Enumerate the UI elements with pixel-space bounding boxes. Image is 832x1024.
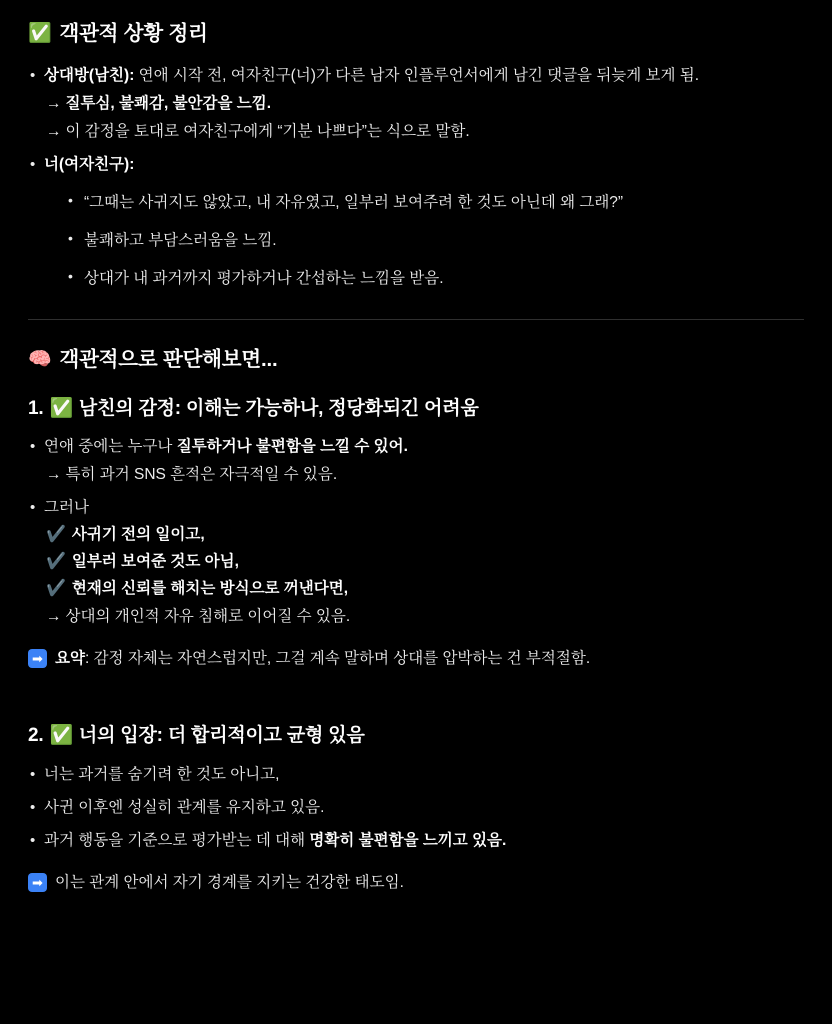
- white-check-mark-icon: ✅: [49, 397, 73, 419]
- list-item: • 사귄 이후엔 성실히 관계를 유지하고 있음.: [28, 796, 804, 820]
- arrow-text: 이 감정을 토대로 여자친구에게 “기분 나쁘다”는 식으로 말함.: [65, 122, 470, 140]
- section-1-list: [28, 64, 804, 291]
- callout-text: [55, 647, 804, 671]
- check-item-text: 일부러 보여준 것도 아님,: [71, 553, 239, 571]
- section-2-heading: [28, 344, 804, 376]
- white-check-mark-icon: ✅: [49, 725, 73, 747]
- list-item: • 상대가 내 과거까지 평가하거나 간섭하는 느낌을 받음.: [66, 267, 804, 291]
- list-item-label: 상대방(남친):: [44, 66, 135, 84]
- point-1-number: 1.: [28, 397, 44, 419]
- arrow-line: [46, 605, 804, 629]
- list-item-text: 그러나: [44, 499, 89, 517]
- point-2-number: 2.: [28, 725, 44, 747]
- callout-body: : 감정 자체는 자연스럽지만, 그걸 계속 말하며 상대를 압박하는 건 부적절함.: [84, 650, 591, 668]
- right-arrow-icon: ➡: [28, 873, 47, 892]
- section-2-title-text: 객관적으로 판단해보면...: [59, 347, 278, 371]
- list-item: • 불쾌하고 부담스러움을 느낌.: [66, 229, 804, 253]
- brain-icon: 🧠: [28, 349, 52, 371]
- point-2-title-text: 너의 입장: 더 합리적이고 균형 있음: [78, 725, 365, 747]
- list-item-emphasis: 명확히 불편함을 느끼고 있음.: [309, 831, 507, 849]
- list-item: • “그때는 사귀지도 않았고, 내 자유였고, 일부러 보여주려 한 것도 아닌데 왜 그래?”: [66, 191, 804, 215]
- list-item: [28, 153, 804, 291]
- list-item: [28, 496, 804, 629]
- list-item: [28, 829, 804, 853]
- check-mark-icon: ✔️: [46, 526, 66, 544]
- point-2-summary-callout: [28, 871, 804, 895]
- check-item-text: 현재의 신뢰를 해치는 방식으로 꺼낸다면,: [71, 580, 348, 598]
- check-item-text: 사귀기 전의 일이고,: [71, 526, 205, 544]
- right-arrow-icon: ➡: [28, 649, 47, 668]
- point-1-list: [28, 435, 804, 629]
- arrow-line: [46, 92, 804, 116]
- section-1-title-text: 객관적 상황 정리: [59, 22, 208, 45]
- point-2-heading: [28, 721, 804, 750]
- arrow-line: [46, 463, 804, 487]
- check-item: [46, 550, 804, 574]
- check-item: [46, 577, 804, 601]
- list-item-text: 연애 중에는 누구나: [44, 438, 177, 456]
- check-mark-icon: ✔️: [46, 580, 66, 598]
- arrow-glyph: →: [46, 608, 62, 626]
- section-divider: [28, 319, 804, 320]
- arrow-glyph: →: [46, 94, 62, 112]
- list-item-text: 과거 행동을 기준으로 평가받는 데 대해: [44, 831, 310, 849]
- arrow-line: [46, 120, 804, 144]
- point-2-list: [28, 763, 804, 853]
- list-item-label: 너(여자친구):: [44, 155, 135, 173]
- check-mark-icon: ✔️: [46, 553, 66, 571]
- spacer: [28, 677, 804, 703]
- point-1-heading: [28, 394, 804, 423]
- point-1-title-text: 남친의 감정: 이해는 가능하나, 정당화되긴 어려움: [78, 397, 479, 419]
- list-item: [28, 435, 804, 487]
- section-1-heading: [28, 18, 804, 50]
- list-item-emphasis: 질투하거나 불편함을 느낄 수 있어.: [176, 438, 408, 456]
- section-1-sub-list: [44, 191, 804, 291]
- arrow-glyph: →: [46, 466, 62, 484]
- arrow-text: 상대의 개인적 자유 침해로 이어질 수 있음.: [65, 608, 351, 626]
- callout-label: 요약: [55, 650, 85, 668]
- list-item: [28, 64, 804, 144]
- list-item-text: 연애 시작 전, 여자친구(너)가 다른 남자 인플루언서에게 남긴 댓글을 뒤늦게 보게 됨.: [134, 66, 700, 84]
- check-list: [46, 523, 804, 601]
- arrow-glyph: →: [46, 122, 62, 140]
- point-1-summary-callout: [28, 647, 804, 671]
- arrow-text: 질투심, 불쾌감, 불안감을 느낌.: [65, 94, 272, 112]
- white-check-mark-icon: ✅: [28, 23, 52, 45]
- arrow-text: 특히 과거 SNS 흔적은 자극적일 수 있음.: [65, 466, 338, 484]
- callout-body: 이는 관계 안에서 자기 경계를 지키는 건강한 태도임.: [55, 873, 404, 891]
- list-item: • 너는 과거를 숨기려 한 것도 아니고,: [28, 763, 804, 787]
- check-item: [46, 523, 804, 547]
